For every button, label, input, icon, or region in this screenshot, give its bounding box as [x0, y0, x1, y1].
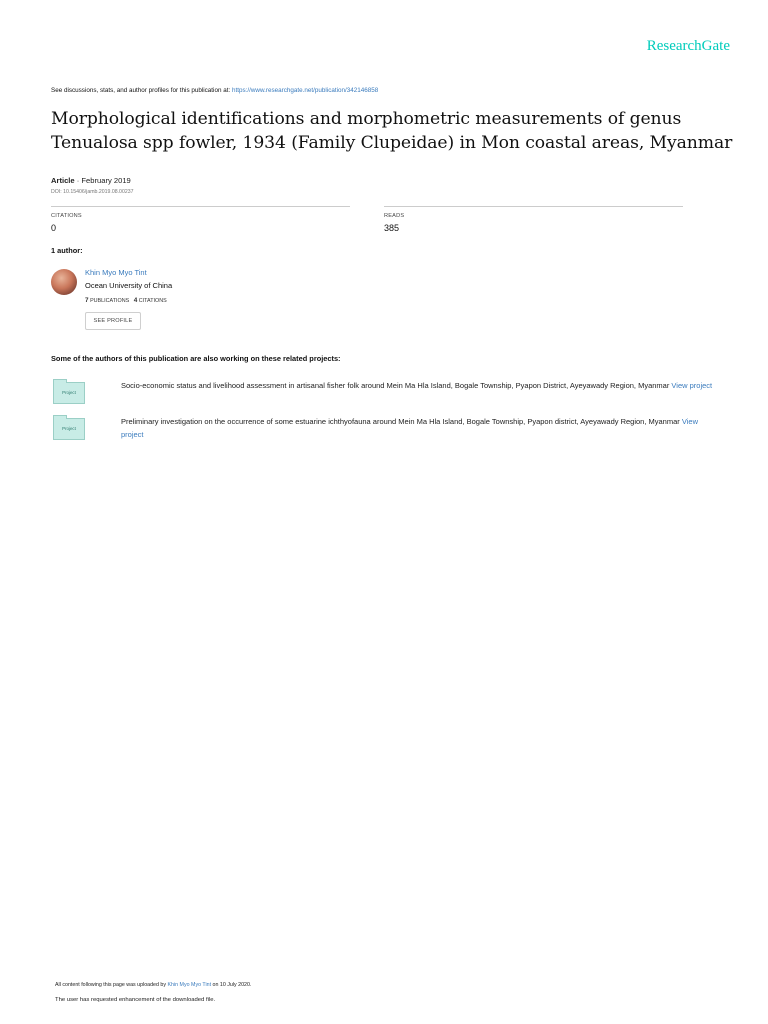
author-institution: Ocean University of China — [85, 281, 173, 290]
related-projects-heading: Some of the authors of this publication are also working on these related projects: — [51, 354, 341, 363]
project-item — [121, 416, 721, 441]
author-stats — [85, 297, 167, 304]
discussion-prefix: See discussions, stats, and author profiles for this publication at: — [51, 87, 232, 94]
reads-label: READS — [384, 213, 405, 219]
reads-divider — [384, 206, 683, 207]
author-avatar[interactable] — [51, 269, 77, 295]
uploader-link[interactable]: Khin Myo Myo Tint — [167, 982, 212, 988]
publication-date: February 2019 — [81, 176, 131, 185]
upload-note-suffix: on 10 July 2020. — [211, 982, 252, 988]
project-folder-icon[interactable]: Project — [53, 418, 85, 440]
see-profile-button[interactable]: SEE PROFILE — [85, 312, 141, 330]
publication-type: Article — [51, 176, 75, 185]
citations-divider — [51, 206, 350, 207]
reads-value: 385 — [384, 223, 400, 233]
author-citations-label: CITATIONS — [138, 298, 167, 304]
publication-url-link[interactable]: https://www.researchgate.net/publication/342146858 — [231, 87, 379, 94]
enhancement-note: The user has requested enhancement of the downloaded file. — [55, 997, 216, 1003]
citations-value: 0 — [51, 223, 57, 233]
project-description: Preliminary investigation on the occurrence of some estuarine ichthyofauna around Mein Ma Hla Island, Bogale Township, Pyapon district, Ayeyawady Region, Myanmar — [121, 417, 682, 426]
project-item — [121, 380, 721, 393]
publication-doi: DOI: 10.15406/jamb.2019.08.00237 — [51, 189, 134, 195]
authors-heading: 1 author: — [51, 246, 83, 255]
discussion-line — [51, 87, 378, 94]
author-citations-count: 4 — [133, 297, 138, 304]
view-project-link[interactable]: View project — [121, 417, 698, 439]
project-folder-icon[interactable]: Project — [53, 382, 85, 404]
publication-meta — [51, 176, 131, 185]
publication-title: Morphological identifications and morphometric measurements of genus Tenualosa spp fowler, 1934 (Family Clupeidae) in Mon coastal areas, Myanmar — [51, 109, 733, 153]
project-description: Socio-economic status and livelihood assessment in artisanal fisher folk around Mein Ma Hla Island, Bogale Township, Pyapon District, Ayeyawady Region, Myanmar — [121, 381, 672, 390]
author-publications-label: PUBLICATIONS — [90, 298, 130, 304]
upload-note-prefix: All content following this page was uploaded by — [55, 982, 168, 988]
meta-separator: · — [74, 176, 82, 185]
view-project-link[interactable]: View project — [671, 381, 713, 390]
citations-label: CITATIONS — [51, 213, 82, 219]
author-name-link[interactable]: Khin Myo Myo Tint — [85, 268, 147, 277]
author-publications-count: 7 — [85, 297, 89, 304]
upload-note — [55, 982, 251, 988]
researchgate-logo[interactable]: ResearchGate — [646, 38, 730, 54]
